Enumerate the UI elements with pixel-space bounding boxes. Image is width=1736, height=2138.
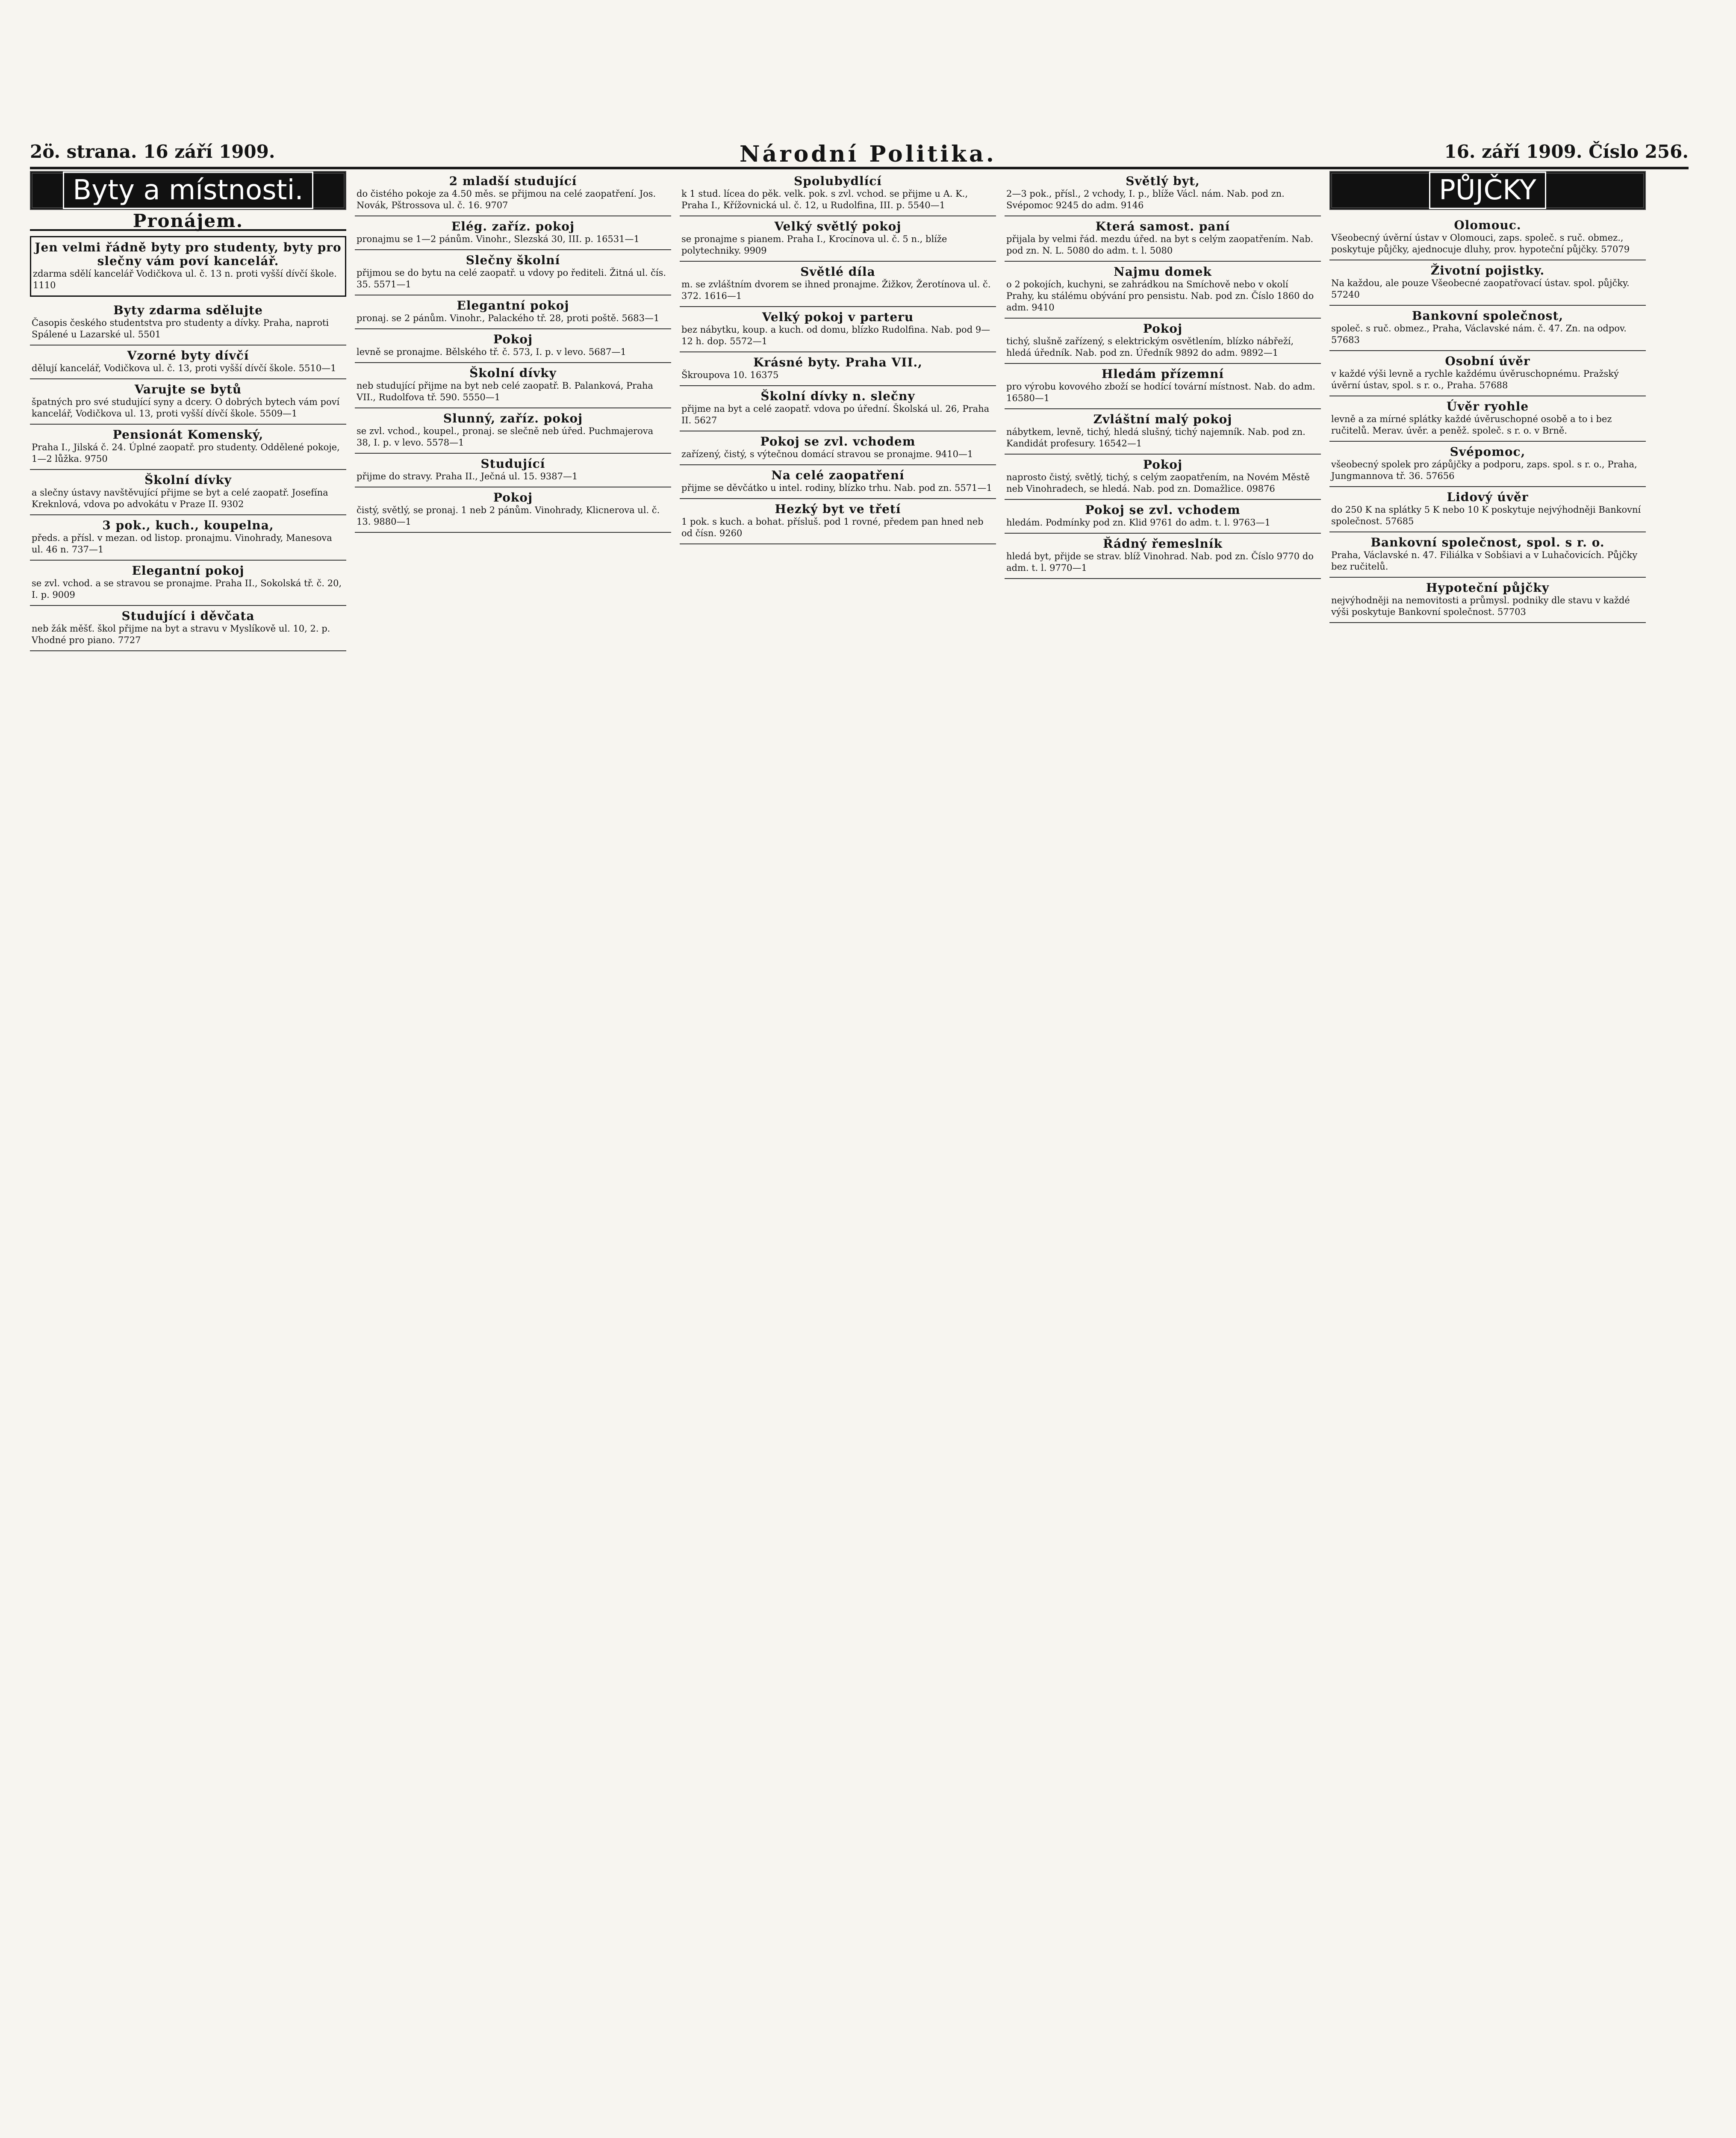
ad-text: společ. s ruč. obmez., Praha, Václavské nám. č. 47. Zn. na odpov. 57683 [1331, 323, 1627, 345]
classified-ad [680, 352, 996, 386]
ad-heading: Pokoj se zvl. vchodem [1085, 503, 1241, 517]
ad-text: naprosto čistý, světlý, tichý, s celým zaopatřením, na Novém Městě neb Vinohradech, se hledá. Nab. pod zn. Domažlice. 09876 [1006, 472, 1310, 494]
classified-ad [355, 329, 671, 363]
classified-ad [355, 171, 671, 216]
ad-heading: Osobní úvěr [1445, 354, 1530, 368]
classified-ad [1329, 442, 1646, 487]
ad-text: Praha I., Jilská č. 24. Úplné zaopatř. pro studenty. Oddělené pokoje, 1—2 lůžka. 9750 [32, 442, 340, 464]
ad-text: Praha, Václavské n. 47. Filiálka v Sobšiavi a v Luhačovicích. Půjčky bez ručitelů. [1331, 550, 1638, 572]
section-heading: Pronájem. [30, 215, 346, 231]
column-2 [355, 171, 671, 2138]
classified-ad [30, 425, 346, 470]
section-banner [30, 171, 346, 210]
ad-heading: 3 pok., kuch., koupelna, [102, 518, 274, 532]
ad-heading: Na celé zaopatření [771, 468, 905, 482]
ad-heading: Elég. zaříz. pokoj [451, 219, 575, 233]
ad-text: čistý, světlý, se pronaj. 1 neb 2 pánům. Vinohrady, Klicnerova ul. č. 13. 9880—1 [357, 505, 660, 527]
classified-ad [1329, 306, 1646, 351]
ad-text: do čistého pokoje za 4.50 měs. se přijmou na celé zaopatření. Jos. Novák, Pštrossova ul. č. 16. 9707 [357, 189, 656, 210]
ad-heading: Velký pokoj v parteru [762, 310, 914, 324]
banner-title: PŮJČKY [1429, 171, 1546, 209]
ad-heading: Pokoj [493, 332, 533, 346]
ad-heading: Spolubydlící [794, 174, 882, 188]
ad-heading: Hledám přízemní [1101, 367, 1224, 381]
ad-text: Škroupova 10. 16375 [681, 370, 779, 380]
ad-heading: Pokoj se zvl. vchodem [760, 434, 916, 449]
ad-heading: Lidový úvěr [1447, 490, 1529, 504]
issue-date: 16. září 1909. Číslo 256. [1444, 141, 1689, 162]
classified-ad [355, 295, 671, 329]
classified-ad [680, 431, 996, 465]
classified-ad [1329, 351, 1646, 396]
classified-ad [355, 250, 671, 295]
ad-heading: Velký světlý pokoj [774, 219, 902, 233]
page-header [30, 137, 1689, 169]
classified-ad [30, 561, 346, 606]
classified-ad [680, 171, 996, 216]
ad-text: tichý, slušně zařízený, s elektrickým osvětlením, blízko nábřeží, hledá úředník. Nab. pod zn. Úředník 9892 do adm. 9892—1 [1006, 336, 1294, 358]
ad-text: se pronajme s pianem. Praha I., Krocínova ul. č. 5 n., blíže polytechniky. 9909 [681, 234, 947, 256]
ad-heading: Pokoj [493, 490, 533, 505]
ad-text: do 250 K na splátky 5 K nebo 10 K poskytuje nejvýhodněji Bankovní společnost. 57685 [1331, 505, 1641, 526]
ad-text: nábytkem, levně, tichý, hledá slušný, tichý najemník. Nab. pod zn. Kandidát profesury. 16542—1 [1006, 427, 1306, 449]
ad-heading: Svépomoc, [1450, 445, 1526, 459]
ad-heading: Vzorné byty dívčí [127, 348, 249, 363]
ad-heading: 2 mladší studující [449, 174, 577, 188]
ad-text: o 2 pokojích, kuchyni, se zahrádkou na Smíchově nebo v okolí Prahy, ku stálému obývání pro pensistu. Nab. pod zn. Číslo 1860 do adm. 9410 [1006, 279, 1314, 313]
ad-heading: Studující i děvčata [121, 609, 255, 623]
classified-ad [355, 408, 671, 454]
classified-ad [1005, 455, 1321, 500]
ad-heading: Pokoj [1143, 458, 1183, 472]
ad-heading: Varujte se bytů [134, 382, 242, 396]
classified-ad [355, 454, 671, 487]
ad-text: Na každou, ale pouze Všeobecné zaopatřovací ústav. spol. půjčky. 57240 [1331, 278, 1630, 300]
classified-ad [30, 606, 346, 651]
classified-ad [355, 363, 671, 408]
ad-text: bez nábytku, koup. a kuch. od domu, blízko Rudolfina. Nab. pod 9—12 h. dop. 5572—1 [681, 325, 990, 346]
classified-ad [30, 300, 346, 346]
banner-title: Byty a místnosti. [63, 171, 313, 209]
classified-ad [1005, 534, 1321, 579]
ad-text: 1 pok. s kuch. a bohat. přísluš. pod 1 rovné, předem pan hned neb od čísn. 9260 [681, 517, 984, 538]
classified-ad [355, 487, 671, 533]
ad-heading: Světlý byt, [1126, 174, 1200, 188]
ad-text: se zvl. vchod. a se stravou se pronajme. Praha II., Sokolská tř. č. 20, I. p. 9009 [32, 578, 342, 600]
classified-ad [1329, 578, 1646, 623]
ad-text: zařízený, čistý, s výtečnou domácí stravou se pronajme. 9410—1 [681, 449, 973, 459]
column-5 [1329, 171, 1646, 2138]
ad-text: pro výrobu kovového zboží se hodící tovární místnost. Nab. do adm. 16580—1 [1006, 381, 1315, 403]
ad-heading: Školní dívky [144, 473, 232, 487]
ad-heading: Řádný řemeslník [1103, 537, 1223, 551]
ad-heading: Světlé díla [800, 265, 875, 279]
classified-ad [30, 379, 346, 425]
classified-ad [1329, 260, 1646, 306]
classified-ad [1329, 487, 1646, 532]
ad-heading: Hezký byt ve třetí [775, 502, 901, 516]
loans-banner [1329, 171, 1646, 210]
ad-heading: Krásné byty. Praha VII., [753, 355, 923, 369]
classified-ad [30, 346, 346, 379]
classified-ad [1329, 396, 1646, 442]
ad-text: a slečny ústavy navštěvující přijme se byt a celé zaopatř. Josefína Kreknlová, vdova po advokátu v Praze II. 9302 [32, 487, 328, 509]
classified-ad [680, 262, 996, 307]
ad-text: přijme do stravy. Praha II., Ječná ul. 15. 9387—1 [357, 471, 578, 481]
ad-heading: Školní dívky [469, 366, 557, 380]
ad-heading: Pensionát Komenský, [112, 428, 264, 442]
ad-text: neb žák měšť. škol přijme na byt a stravu v Myslíkově ul. 10, 2. p. Vhodné pro piano. 7727 [32, 623, 330, 645]
classified-ad [680, 386, 996, 431]
ad-text: zdarma sdělí kancelář Vodičkova ul. č. 13 n. proti vyšší dívčí škole. 1110 [33, 269, 337, 290]
ad-text: hledá byt, přijde se strav. blíž Vinohrad. Nab. pod zn. Číslo 9770 do adm. t. l. 9770—1 [1006, 551, 1314, 573]
ad-text: přijme se děvčátko u intel. rodiny, blízko trhu. Nab. pod zn. 5571—1 [681, 483, 992, 493]
ad-heading: Olomouc. [1454, 218, 1521, 232]
classified-ad [1329, 532, 1646, 578]
classified-ad [680, 499, 996, 544]
ad-heading: Elegantní pokoj [457, 298, 569, 313]
ad-heading: Slečny školní [466, 253, 560, 267]
classified-ad [355, 216, 671, 250]
ad-heading: Životní pojistky. [1430, 263, 1545, 278]
masthead-title: Národní Politika. [740, 141, 996, 167]
ad-heading: Byty zdarma sdělujte [113, 303, 263, 317]
ad-heading: Elegantní pokoj [132, 564, 245, 578]
ad-heading: Jen velmi řádně byty pro studenty, byty pro slečny vám poví kancelář. [35, 240, 342, 268]
classified-ad [30, 515, 346, 561]
ad-heading: Školní dívky n. slečny [760, 389, 915, 403]
ad-text: nejvýhodněji na nemovitosti a průmysl. podniky dle stavu v každé výši poskytuje Bankovní společnost. 57703 [1331, 595, 1630, 617]
ad-text: levně a za mírné splátky každé úvěruschopné osobě a to i bez ručitelů. Merav. úvěr. a peněž. společ. s r. o. v Brně. [1331, 414, 1612, 436]
classified-ad [1005, 364, 1321, 409]
classified-ad [1005, 171, 1321, 216]
ad-heading: Bankovní společnost, [1412, 309, 1564, 323]
classified-ad [30, 470, 346, 515]
ad-text: předs. a přísl. v mezan. od listop. pronajmu. Vinohrady, Manesova ul. 46 n. 737—1 [32, 533, 332, 555]
ad-text: všeobecný spolek pro zápůjčky a podporu, zaps. spol. s r. o., Praha, Jungmannova tř. 36. 57656 [1331, 459, 1637, 481]
ad-text: pronajmu se 1—2 pánům. Vinohr., Slezská 30, III. p. 16531—1 [357, 234, 640, 244]
classified-ad [680, 216, 996, 262]
ad-text: v každé výši levně a rychle každému úvěruschopnému. Pražský úvěrní ústav, spol. s r. o., Praha. 57688 [1331, 369, 1619, 390]
ad-heading: Bankovní společnost, spol. s r. o. [1371, 535, 1605, 549]
classified-ad [1005, 262, 1321, 319]
column-4 [1005, 171, 1321, 2138]
ad-text: pronaj. se 2 pánům. Vinohr., Palackého tř. 28, proti poště. 5683—1 [357, 313, 660, 323]
classified-ad [1005, 409, 1321, 455]
classified-ad [680, 465, 996, 499]
page-number: 2ö. strana. 16 září 1909. [30, 141, 275, 162]
ad-heading: Slunný, zaříz. pokoj [443, 411, 583, 425]
ad-text: Všeobecný úvěrní ústav v Olomouci, zaps. společ. s ruč. obmez., poskytuje půjčky, ajednocuje dluhy, prov. hypoteční půjčky. 57079 [1331, 233, 1630, 254]
ad-heading: Zvláštní malý pokoj [1093, 412, 1232, 426]
ad-text: přijme na byt a celé zaopatř. vdova po úřední. Školská ul. 26, Praha II. 5627 [681, 404, 990, 425]
classified-ad [1005, 500, 1321, 534]
ad-heading: Úvěr ryohle [1446, 399, 1529, 413]
classified-ad [680, 307, 996, 352]
ad-heading: Pokoj [1143, 322, 1183, 336]
ad-text: k 1 stud. lícea do pěk. velk. pok. s zvl. vchod. se přijme u A. K., Praha I., Křížovnická ul. č. 12, u Rudolfina, III. p. 5540—1 [681, 189, 968, 210]
classified-ad [30, 236, 346, 297]
ad-text: m. se zvláštním dvorem se ihned pronajme. Žižkov, Žerotínova ul. č. 372. 1616—1 [681, 279, 991, 301]
ad-heading: Která samost. paní [1095, 219, 1230, 233]
ad-heading: Hypoteční půjčky [1426, 581, 1550, 595]
column-3 [680, 171, 996, 2138]
classified-ad [1005, 216, 1321, 262]
classified-ad [1005, 319, 1321, 364]
ad-text: 2—3 pok., přísl., 2 vchody, I. p., blíže Václ. nám. Nab. pod zn. Svépomoc 9245 do adm. 9146 [1006, 189, 1285, 210]
ad-text: levně se pronajme. Bělského tř. č. 573, I. p. v levo. 5687—1 [357, 347, 626, 357]
ad-heading: Studující [480, 457, 545, 471]
ad-text: přijala by velmi řád. mezdu úřed. na byt s celým zaopatřením. Nab. pod zn. N. L. 5080 do adm. t. l. 5080 [1006, 234, 1314, 256]
ad-text: hledám. Podmínky pod zn. Klid 9761 do adm. t. l. 9763—1 [1006, 517, 1270, 528]
classified-ad [1329, 215, 1646, 260]
ad-text: Časopis českého studentstva pro studenty a dívky. Praha, naproti Spálené u Lazarské ul. 5501 [32, 318, 329, 340]
column-1 [30, 171, 346, 2138]
ad-text: přijmou se do bytu na celé zaopatř. u vdovy po řediteli. Žitná ul. čís. 35. 5571—1 [357, 268, 666, 289]
ad-text: dělují kancelář, Vodičkova ul. č. 13, proti vyšší dívčí škole. 5510—1 [32, 363, 336, 373]
ad-text: se zvl. vchod., koupel., pronaj. se slečně neb úřed. Puchmajerova 38, I. p. v levo. 5578—1 [357, 426, 654, 448]
ad-text: neb studující přijme na byt neb celé zaopatř. B. Palanková, Praha VII., Rudolfova tř. 590. 5550—1 [357, 381, 653, 402]
ad-heading: Najmu domek [1114, 265, 1212, 279]
ad-text: špatných pro své studující syny a dcery. O dobrých bytech vám poví kancelář, Vodičkova ul. 13, proti vyšší dívčí škole. 5509—1 [32, 397, 340, 419]
